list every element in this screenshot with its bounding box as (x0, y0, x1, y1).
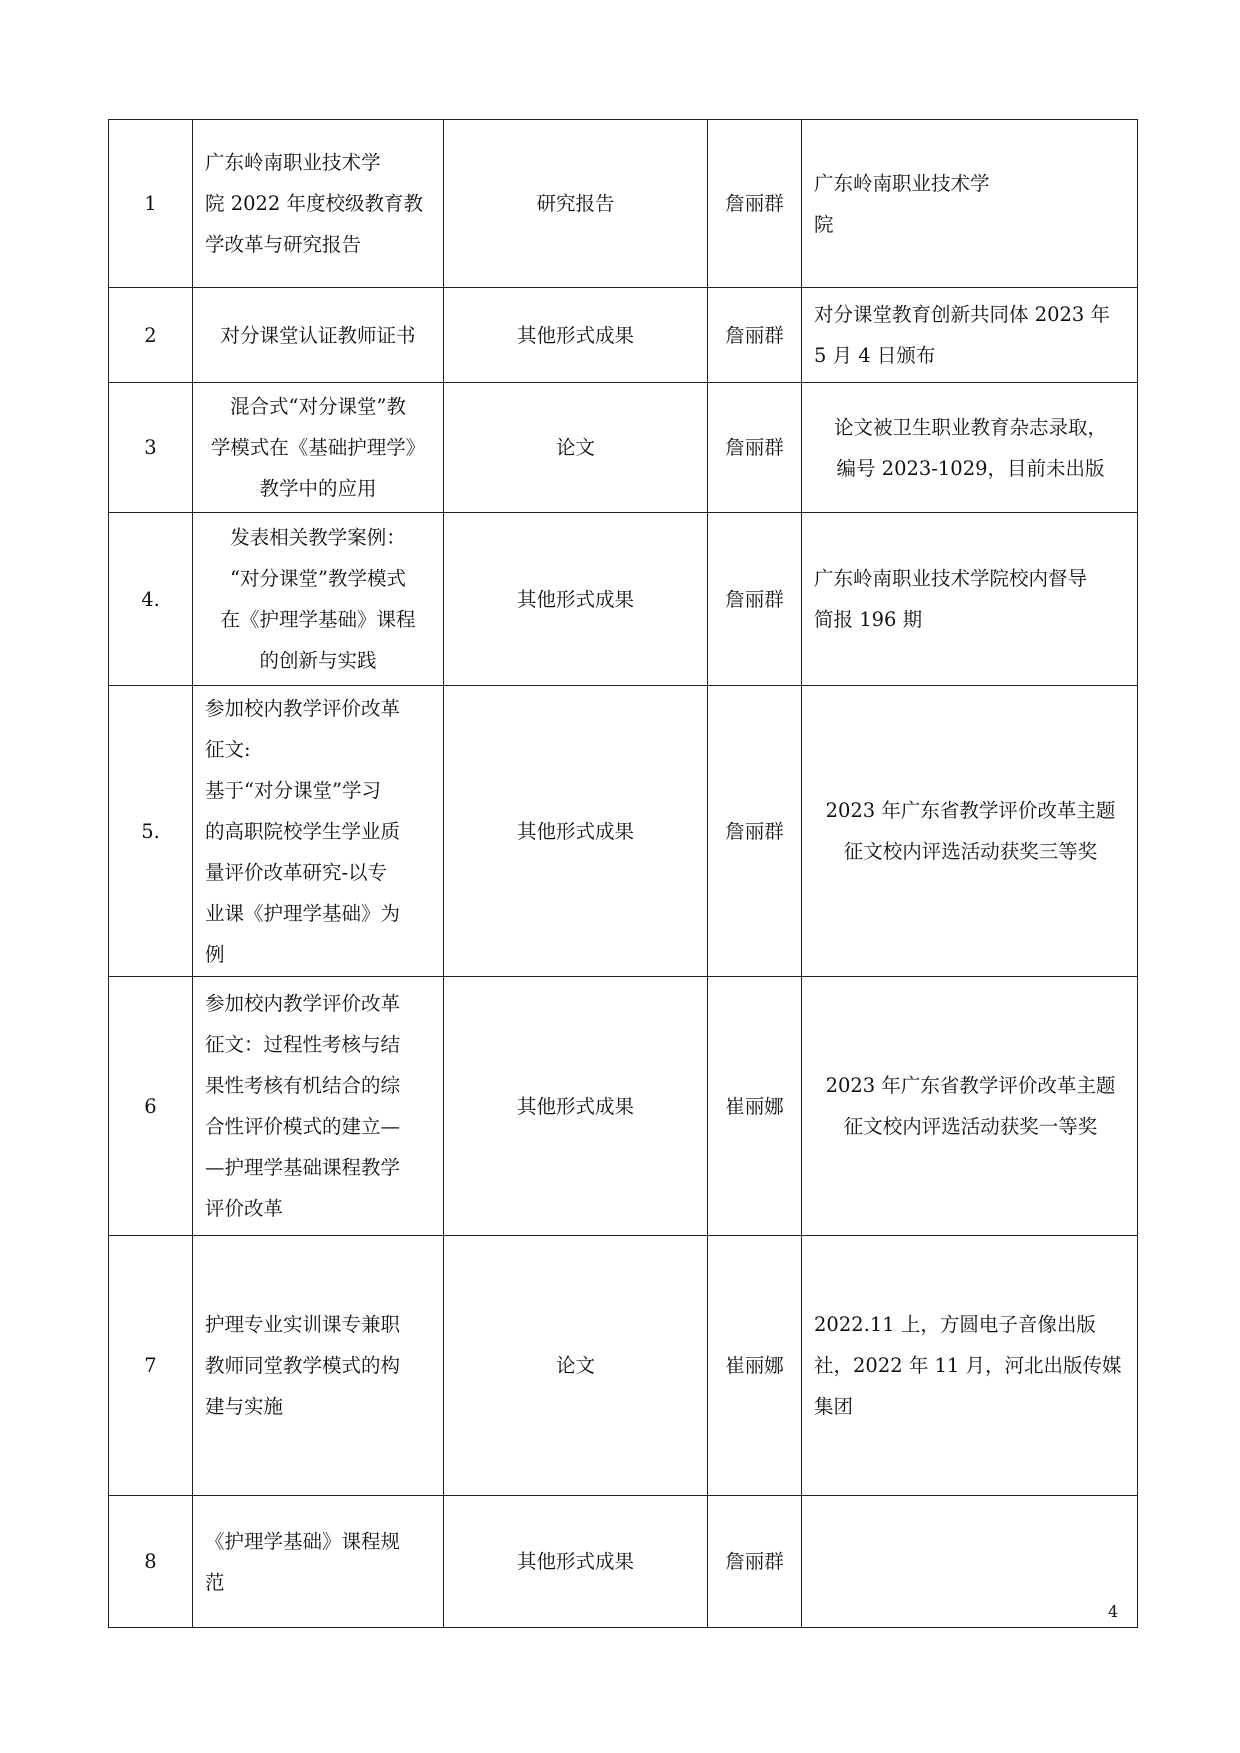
author: 詹丽群 (708, 1496, 802, 1628)
row-number: 2 (109, 288, 193, 383)
title-line: “对分课堂”教学模式 (230, 567, 406, 590)
title-line: 建与实施 (205, 1395, 284, 1418)
row-number: 7 (109, 1236, 193, 1496)
achievement-note (802, 288, 1138, 383)
table-row (109, 288, 1138, 383)
table-row (109, 120, 1138, 288)
achievement-title (193, 513, 444, 686)
results-table (108, 119, 1138, 1628)
achievement-title (193, 686, 444, 977)
note-line: 5 月 4 日颁布 (814, 344, 936, 367)
note-line: 2023 年广东省教学评价改革主题 (825, 1074, 1116, 1097)
note-line: 院 (814, 212, 834, 236)
note-line: 广东岭南职业技术学院校内督导 (814, 567, 1088, 590)
achievement-note (802, 513, 1138, 686)
achievement-type: 论文 (444, 383, 708, 513)
achievement-note (802, 120, 1138, 288)
title-line: 征文：过程性考核与结 (205, 1033, 401, 1056)
note-line: 集团 (814, 1395, 854, 1418)
note-line: 对分课堂教育创新共同体 2023 年 (814, 303, 1111, 326)
page-number: 4 (1108, 1602, 1119, 1621)
title-line: 护理专业实训课专兼职 (205, 1313, 401, 1336)
achievement-title (193, 1496, 444, 1628)
achievement-title (193, 383, 444, 513)
note-line: 简报 196 期 (814, 608, 923, 631)
title-line: 广东岭南职业技术学 (205, 151, 381, 174)
author: 崔丽娜 (708, 1236, 802, 1496)
achievement-type: 论文 (444, 1236, 708, 1496)
title-line: 院 2022 年度校级教育教 (205, 192, 424, 215)
author: 詹丽群 (708, 383, 802, 513)
author: 詹丽群 (708, 120, 802, 288)
title-line: 发表相关教学案例： (230, 526, 406, 549)
title-line: 参加校内教学评价改革 (205, 696, 401, 720)
achievement-note (802, 1236, 1138, 1496)
row-number: 3 (109, 383, 193, 513)
note-line: 2022.11 上，方圆电子音像出版 (814, 1313, 1096, 1336)
table-row (109, 1236, 1138, 1496)
table-row (109, 977, 1138, 1236)
author: 詹丽群 (708, 686, 802, 977)
title-line: 评价改革 (205, 1197, 284, 1220)
row-number: 5. (109, 686, 193, 977)
title-line: 学模式在《基础护理学》 (210, 436, 426, 459)
achievement-note (802, 1496, 1138, 1628)
title-line: 参加校内教学评价改革 (205, 992, 401, 1015)
author: 詹丽群 (708, 513, 802, 686)
note-line: 2023 年广东省教学评价改革主题 (825, 799, 1116, 822)
note-line: 征文校内评选活动获奖一等奖 (843, 1115, 1098, 1138)
achievement-type: 研究报告 (444, 120, 708, 288)
title-line: 《护理学基础》课程规 (205, 1529, 401, 1553)
title-line: 混合式“对分课堂”教 (230, 395, 406, 418)
note-line: 征文校内评选活动获奖三等奖 (843, 840, 1098, 863)
note-line: 论文被卫生职业教育杂志录取， (833, 415, 1107, 439)
achievement-title (193, 977, 444, 1236)
author: 崔丽娜 (708, 977, 802, 1236)
achievement-type: 其他形式成果 (444, 513, 708, 686)
row-number: 8 (109, 1496, 193, 1628)
title-line: —护理学基础课程教学 (205, 1156, 401, 1179)
title-line: 量评价改革研究-以专 (205, 860, 388, 884)
title-line: 基于“对分课堂”学习 (205, 778, 381, 802)
achievement-title (193, 288, 444, 383)
title-line: 教学中的应用 (259, 477, 377, 500)
note-line: 广东岭南职业技术学 (814, 171, 990, 195)
achievement-note (802, 977, 1138, 1236)
table-row (109, 513, 1138, 686)
title-line: 对分课堂认证教师证书 (220, 323, 416, 347)
note-line: 社，2022 年 11 月，河北出版传媒 (814, 1354, 1122, 1377)
achievement-note (802, 686, 1138, 977)
title-line: 教师同堂教学模式的构 (205, 1354, 401, 1377)
title-line: 业课《护理学基础》为 (205, 901, 401, 925)
note-line: 编号 2023-1029，目前未出版 (836, 456, 1105, 480)
row-number: 4. (109, 513, 193, 686)
row-number: 6 (109, 977, 193, 1236)
achievement-type: 其他形式成果 (444, 1496, 708, 1628)
achievement-type: 其他形式成果 (444, 977, 708, 1236)
title-line: 学改革与研究报告 (205, 233, 362, 256)
achievement-title (193, 120, 444, 288)
author: 詹丽群 (708, 288, 802, 383)
title-line: 征文: (205, 737, 251, 761)
title-line: 在《护理学基础》课程 (220, 608, 416, 631)
title-line: 合性评价模式的建立— (205, 1115, 401, 1138)
title-line: 果性考核有机结合的综 (205, 1074, 401, 1097)
table-row (109, 383, 1138, 513)
title-line: 例 (205, 942, 225, 966)
title-line: 的高职院校学生学业质 (205, 819, 401, 843)
table-row (109, 1496, 1138, 1628)
title-line: 的创新与实践 (259, 649, 377, 672)
achievement-type: 其他形式成果 (444, 288, 708, 383)
achievement-type: 其他形式成果 (444, 686, 708, 977)
achievement-note (802, 383, 1138, 513)
table-row (109, 686, 1138, 977)
row-number: 1 (109, 120, 193, 288)
title-line: 范 (205, 1570, 225, 1594)
achievement-title (193, 1236, 444, 1496)
